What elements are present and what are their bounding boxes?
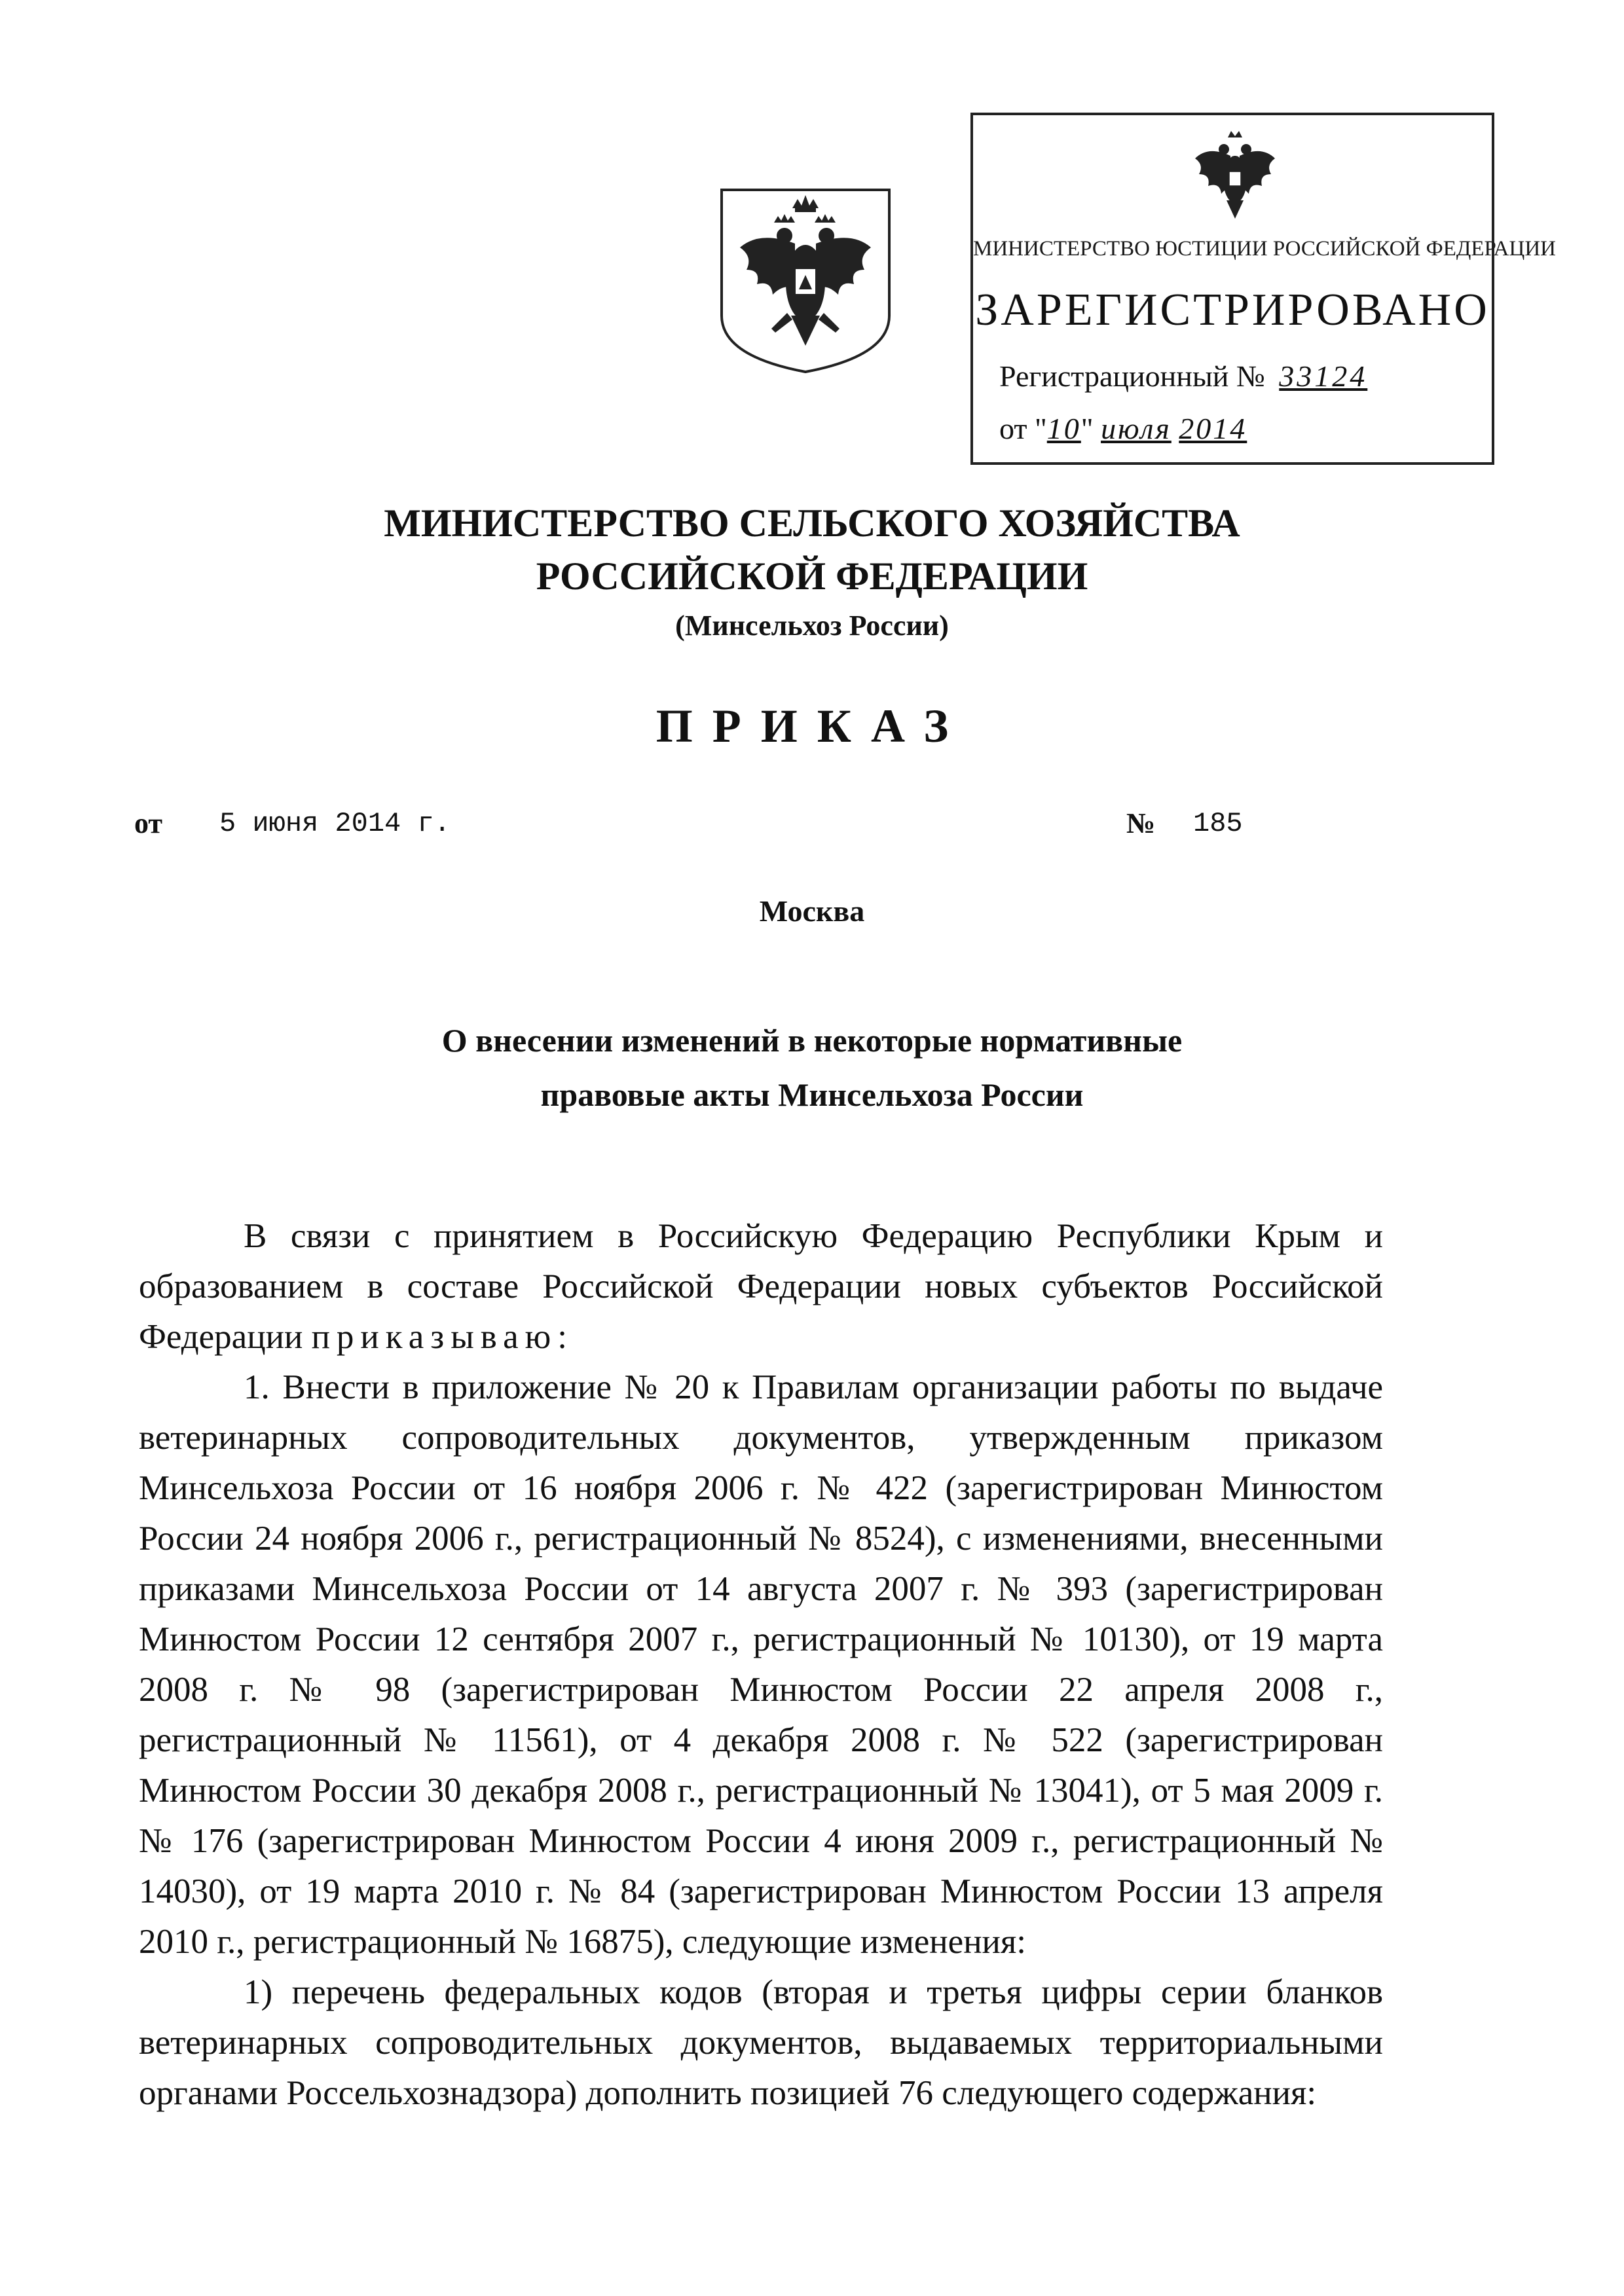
stamp-date-month: июля [1101,412,1172,445]
stamp-date-year: 2014 [1179,412,1247,445]
number-label: № [1126,807,1156,839]
order-word: приказываю: [311,1318,574,1356]
stamp-reg-label: Регистрационный № [999,359,1265,393]
document-type-title: ПРИКАЗ [655,700,969,752]
coat-of-arms-emblem [714,185,897,374]
preamble-text: В связи с принятием в Российскую Федерацию Республики Крым и образованием в составе Российской Федерации новых субъектов Российской Федерации [139,1217,1383,1356]
stamp-date-prefix: от [999,412,1027,445]
stamp-organization: МИНИСТЕРСТВО ЮСТИЦИИ РОССИЙСКОЙ ФЕДЕРАЦИИ [973,237,1556,261]
city-name: Москва [759,894,865,928]
ministry-name-line2: РОССИЙСКОЙ ФЕДЕРАЦИИ [536,555,1088,598]
subject-title-line1: О внесении изменений в некоторые нормативные [441,1022,1183,1059]
ministry-name-line1: МИНИСТЕРСТВО СЕЛЬСКОГО ХОЗЯЙСТВА [384,501,1240,545]
document-body [139,1211,1383,2119]
stamp-date-line: от "10" июля 2014 [999,412,1247,445]
stamp-date-day: 10 [1046,412,1081,445]
item-1-1-paragraph: 1) перечень федеральных кодов (вторая и третья цифры серии бланков ветеринарных сопроводительных документов, выдаваемых территориальными органами Россельхознадзора) дополнить позицией 76 следующего содержания: [139,1973,1383,2112]
stamp-status: ЗАРЕГИСТРИРОВАНО [975,285,1490,335]
preamble-paragraph [139,1211,1383,1362]
document-number: 185 [1193,808,1243,839]
document-date: 5 июня 2014 г. [219,808,451,839]
registration-stamp [970,113,1556,465]
item-1-paragraph: 1. Внести в приложение № 20 к Правилам организации работы по выдаче ветеринарных сопроводительных документов, утвержденным приказом Минсельхоза России от 16 ноября 2006 г. № 422 (зарегистрирован Минюстом России 24 ноября 2006 г., регистрационный № 8524), с изменениями, внесенными приказами Минсельхоза России от 14 августа 2007 г. № 393 (зарегистрирован Минюстом России 12 сентября 2007 г., регистрационный № 10130), от 19 марта 2008 г. № 98 (зарегистрирован Минюстом России 22 апреля 2008 г., регистрационный № 11561), от 4 декабря 2008 г. № 522 (зарегистрирован Минюстом России 30 декабря 2008 г., регистрационный № 13041), от 5 мая 2009 г. № 176 (зарегистрирован Минюстом России 4 июня 2009 г., регистрационный № 14030), от 19 марта 2010 г. № 84 (зарегистрирован Минюстом России 13 апреля 2010 г., регистрационный № 16875), следующие изменения: [139,1368,1383,1961]
stamp-reg-number: 33124 [1279,359,1368,393]
subject-title-line2: правовые акты Минсельхоза России [540,1076,1084,1113]
date-label: от [134,807,163,839]
ministry-short-name: (Минсельхоз России) [675,610,949,642]
stamp-registration-line [999,359,1367,393]
stamp-eagle-icon [1186,126,1284,224]
